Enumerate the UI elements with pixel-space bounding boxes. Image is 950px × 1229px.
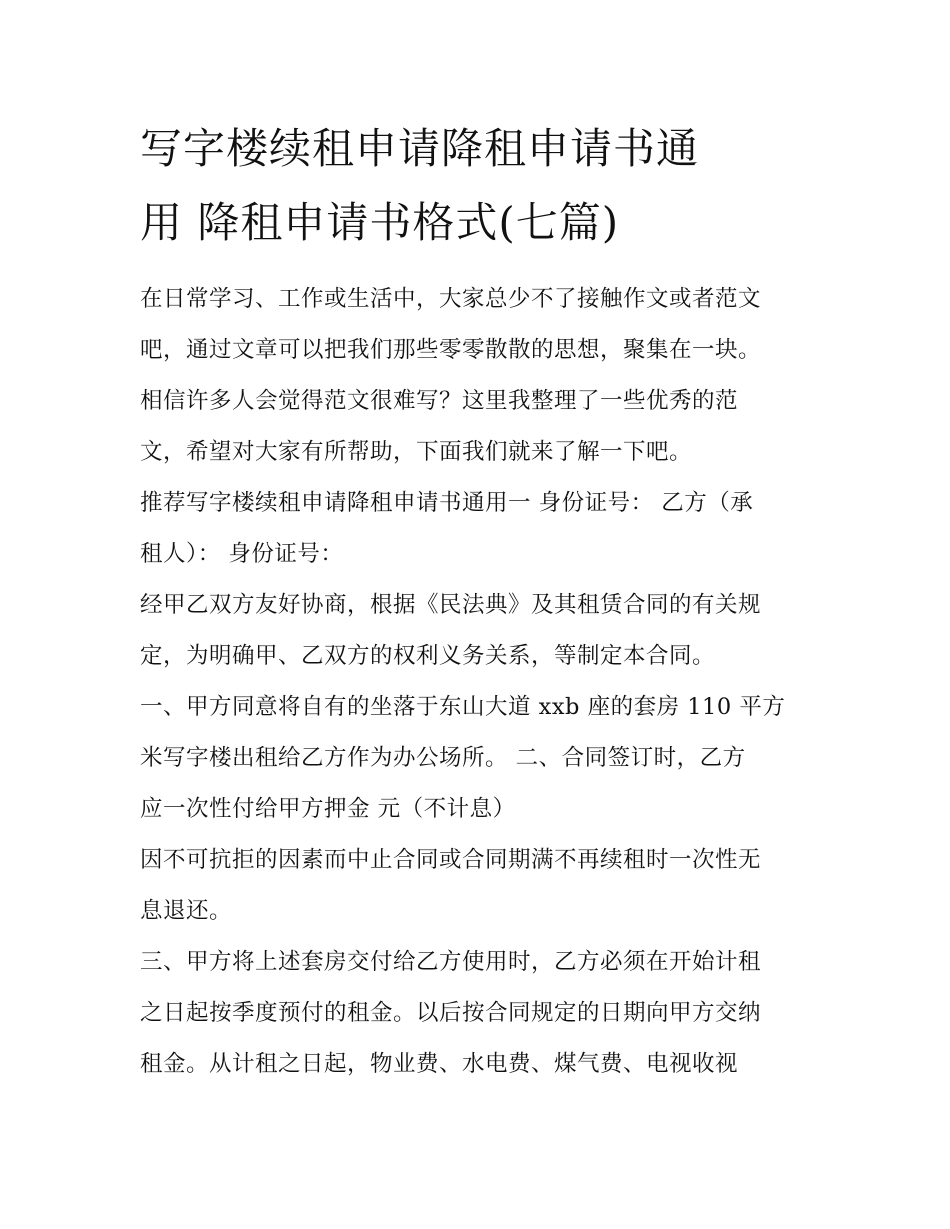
text-line: 租金。从计租之日起，物业费、水电费、煤气费、电视收视 bbox=[140, 1051, 739, 1077]
text-line: 相信许多人会觉得范文很难写？这里我整理了一些优秀的范 bbox=[140, 388, 739, 414]
text-line: 定，为明确甲、乙双方的权利义务关系，等制定本合同。 bbox=[140, 643, 716, 669]
text-line: 吧，通过文章可以把我们那些零零散散的思想，聚集在一块。 bbox=[140, 337, 762, 363]
text-line: 租人）： 身份证号： bbox=[140, 541, 344, 567]
text-line: 推荐写字楼续租申请降租申请书通用一 身份证号： 乙方（承 bbox=[140, 490, 754, 516]
text-line: 应一次性付给甲方押金 元（不计息） bbox=[140, 796, 516, 822]
text-line: 息退还。 bbox=[140, 898, 233, 924]
parties-paragraph bbox=[140, 478, 820, 580]
document-title bbox=[140, 112, 820, 260]
document-body bbox=[140, 112, 820, 1090]
title-line: 用 降租申请书格式(七篇) bbox=[140, 198, 620, 247]
clause-one-paragraph bbox=[140, 682, 820, 835]
text-line: 米写字楼出租给乙方作为办公场所。 二、合同签订时，乙方 bbox=[140, 745, 746, 771]
text-line: 因不可抗拒的因素而中止合同或合同期满不再续租时一次性无 bbox=[140, 847, 762, 873]
title-line: 写字楼续租申请降租申请书通 bbox=[140, 124, 700, 173]
intro-paragraph bbox=[140, 274, 820, 478]
text-line: 三、甲方将上述套房交付给乙方使用时，乙方必须在开始计租 bbox=[140, 949, 762, 975]
text-line: 文，希望对大家有所帮助，下面我们就来了解一下吧。 bbox=[140, 439, 693, 465]
text-line: 经甲乙双方友好协商，根据《民法典》及其租赁合同的有关规 bbox=[140, 592, 762, 618]
text-line: 之日起按季度预付的租金。以后按合同规定的日期向甲方交纳 bbox=[140, 1000, 762, 1026]
agreement-paragraph bbox=[140, 580, 820, 682]
deposit-refund-paragraph bbox=[140, 835, 820, 937]
text-line: 在日常学习、工作或生活中，大家总少不了接触作文或者范文 bbox=[140, 286, 762, 312]
clause-three-paragraph bbox=[140, 937, 820, 1090]
text-line: 一、甲方同意将自有的坐落于东山大道 xxb 座的套房 110 平方 bbox=[140, 694, 786, 720]
